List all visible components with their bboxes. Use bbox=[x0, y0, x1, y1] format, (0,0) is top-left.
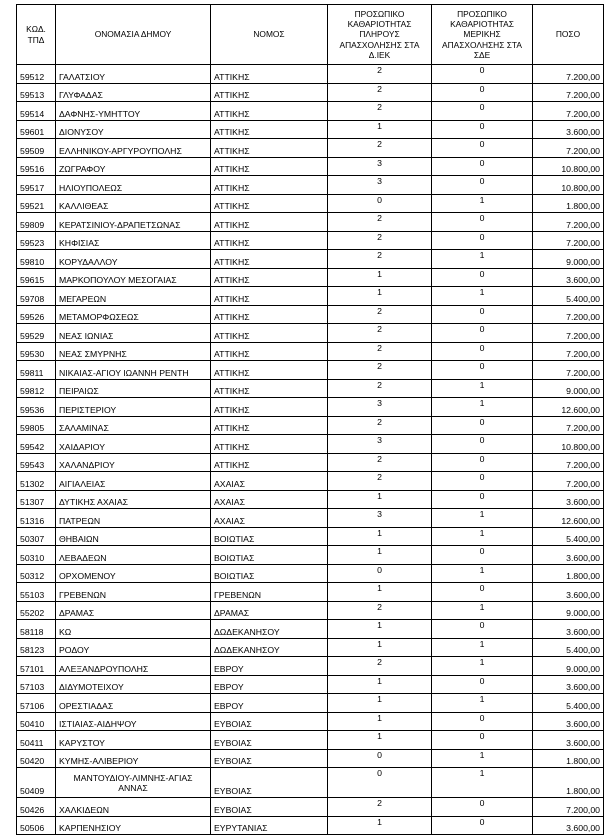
cell-full-time-staff: 2 bbox=[328, 102, 432, 121]
table-row bbox=[17, 231, 604, 250]
cell-amount: 7.200,00 bbox=[533, 361, 604, 380]
cell-code: 50506 bbox=[17, 816, 56, 835]
cell-part-time-staff: 0 bbox=[432, 416, 533, 435]
table-row bbox=[17, 816, 604, 835]
cell-municipality-name: ΜΕΤΑΜΟΡΦΩΣΕΩΣ bbox=[56, 305, 211, 324]
cell-code: 57101 bbox=[17, 657, 56, 676]
cell-municipality-name: ΚΥΜΗΣ-ΑΛΙΒΕΡΙΟΥ bbox=[56, 749, 211, 768]
cell-municipality-name: ΠΕΡΙΣΤΕΡΙΟΥ bbox=[56, 398, 211, 417]
table-row bbox=[17, 453, 604, 472]
cell-prefecture: ΑΤΤΙΚΗΣ bbox=[211, 361, 328, 380]
cell-full-time-staff: 2 bbox=[328, 416, 432, 435]
cell-municipality-name: ΓΛΥΦΑΔΑΣ bbox=[56, 83, 211, 102]
header-code: ΚΩΔ. ΤΠΔ bbox=[17, 5, 56, 65]
table-row bbox=[17, 509, 604, 528]
cell-full-time-staff: 1 bbox=[328, 620, 432, 639]
cell-prefecture: ΑΤΤΙΚΗΣ bbox=[211, 435, 328, 454]
cell-municipality-name: ΧΑΛΚΙΔΕΩΝ bbox=[56, 798, 211, 817]
cell-full-time-staff: 0 bbox=[328, 564, 432, 583]
cell-prefecture: ΑΧΑΙΑΣ bbox=[211, 509, 328, 528]
cell-prefecture: ΔΡΑΜΑΣ bbox=[211, 601, 328, 620]
cell-code: 51316 bbox=[17, 509, 56, 528]
cell-prefecture: ΑΤΤΙΚΗΣ bbox=[211, 139, 328, 158]
cell-amount: 7.200,00 bbox=[533, 102, 604, 121]
cell-amount: 10.800,00 bbox=[533, 176, 604, 195]
cell-municipality-name: ΛΕΒΑΔΕΩΝ bbox=[56, 546, 211, 565]
cell-full-time-staff: 2 bbox=[328, 250, 432, 269]
cell-part-time-staff: 0 bbox=[432, 361, 533, 380]
cell-amount: 3.600,00 bbox=[533, 120, 604, 139]
cell-full-time-staff: 1 bbox=[328, 120, 432, 139]
cell-prefecture: ΕΥΒΟΙΑΣ bbox=[211, 712, 328, 731]
cell-full-time-staff: 1 bbox=[328, 712, 432, 731]
cell-municipality-name: ΠΕΙΡΑΙΩΣ bbox=[56, 379, 211, 398]
cell-full-time-staff: 3 bbox=[328, 176, 432, 195]
table-row bbox=[17, 361, 604, 380]
cell-amount: 3.600,00 bbox=[533, 675, 604, 694]
cell-code: 59516 bbox=[17, 157, 56, 176]
cell-full-time-staff: 1 bbox=[328, 675, 432, 694]
cell-code: 50307 bbox=[17, 527, 56, 546]
cell-prefecture: ΑΧΑΙΑΣ bbox=[211, 472, 328, 491]
cell-part-time-staff: 0 bbox=[432, 305, 533, 324]
header-municipality-name: ΟΝΟΜΑΣΙΑ ΔΗΜΟΥ bbox=[56, 5, 211, 65]
cell-code: 50310 bbox=[17, 546, 56, 565]
cell-amount: 3.600,00 bbox=[533, 816, 604, 835]
cell-part-time-staff: 0 bbox=[432, 231, 533, 250]
cell-code: 51302 bbox=[17, 472, 56, 491]
cell-part-time-staff: 1 bbox=[432, 527, 533, 546]
cell-part-time-staff: 0 bbox=[432, 342, 533, 361]
table-row bbox=[17, 620, 604, 639]
cell-part-time-staff: 0 bbox=[432, 120, 533, 139]
cell-code: 59513 bbox=[17, 83, 56, 102]
cell-full-time-staff: 2 bbox=[328, 798, 432, 817]
cell-code: 59809 bbox=[17, 213, 56, 232]
cell-part-time-staff: 0 bbox=[432, 453, 533, 472]
cell-code: 59812 bbox=[17, 379, 56, 398]
cell-part-time-staff: 1 bbox=[432, 601, 533, 620]
cell-part-time-staff: 0 bbox=[432, 157, 533, 176]
cell-municipality-name: ΓΡΕΒΕΝΩΝ bbox=[56, 583, 211, 602]
cell-municipality-name: ΔΡΑΜΑΣ bbox=[56, 601, 211, 620]
cell-part-time-staff: 0 bbox=[432, 324, 533, 343]
cell-full-time-staff: 1 bbox=[328, 287, 432, 306]
cell-amount: 12.600,00 bbox=[533, 509, 604, 528]
cell-municipality-name: ΜΑΡΚΟΠΟΥΛΟΥ ΜΕΣΟΓΑΙΑΣ bbox=[56, 268, 211, 287]
cell-prefecture: ΑΤΤΙΚΗΣ bbox=[211, 157, 328, 176]
cell-municipality-name: ΣΑΛΑΜΙΝΑΣ bbox=[56, 416, 211, 435]
cell-full-time-staff: 2 bbox=[328, 342, 432, 361]
cell-prefecture: ΑΤΤΙΚΗΣ bbox=[211, 324, 328, 343]
cell-code: 50410 bbox=[17, 712, 56, 731]
cell-municipality-name: ΖΩΓΡΑΦΟΥ bbox=[56, 157, 211, 176]
cell-amount: 7.200,00 bbox=[533, 798, 604, 817]
cell-municipality-name: ΑΛΕΞΑΝΔΡΟΥΠΟΛΗΣ bbox=[56, 657, 211, 676]
table-header-row bbox=[17, 5, 604, 65]
cell-prefecture: ΕΒΡΟΥ bbox=[211, 657, 328, 676]
cell-municipality-name: ΝΕΑΣ ΣΜΥΡΝΗΣ bbox=[56, 342, 211, 361]
cell-code: 59529 bbox=[17, 324, 56, 343]
table-row bbox=[17, 157, 604, 176]
cell-code: 59526 bbox=[17, 305, 56, 324]
table-row bbox=[17, 564, 604, 583]
cell-amount: 3.600,00 bbox=[533, 731, 604, 750]
table-row bbox=[17, 139, 604, 158]
cell-amount: 3.600,00 bbox=[533, 712, 604, 731]
cell-full-time-staff: 2 bbox=[328, 453, 432, 472]
cell-part-time-staff: 1 bbox=[432, 398, 533, 417]
cell-amount: 7.200,00 bbox=[533, 472, 604, 491]
cell-municipality-name: ΗΛΙΟΥΠΟΛΕΩΣ bbox=[56, 176, 211, 195]
cell-part-time-staff: 0 bbox=[432, 620, 533, 639]
cell-part-time-staff: 1 bbox=[432, 694, 533, 713]
cell-prefecture: ΑΤΤΙΚΗΣ bbox=[211, 102, 328, 121]
cell-code: 50409 bbox=[17, 768, 56, 798]
cell-municipality-name: ΙΣΤΙΑΙΑΣ-ΑΙΔΗΨΟΥ bbox=[56, 712, 211, 731]
cell-code: 50411 bbox=[17, 731, 56, 750]
table-row bbox=[17, 305, 604, 324]
cell-municipality-name: ΧΑΛΑΝΔΡΙΟΥ bbox=[56, 453, 211, 472]
table-row bbox=[17, 398, 604, 417]
cell-municipality-name: ΟΡΧΟΜΕΝΟΥ bbox=[56, 564, 211, 583]
cell-prefecture: ΒΟΙΩΤΙΑΣ bbox=[211, 564, 328, 583]
header-prefecture: ΝΟΜΟΣ bbox=[211, 5, 328, 65]
cell-prefecture: ΑΤΤΙΚΗΣ bbox=[211, 65, 328, 84]
cell-prefecture: ΕΥΒΟΙΑΣ bbox=[211, 768, 328, 798]
cell-municipality-name: ΚΗΦΙΣΙΑΣ bbox=[56, 231, 211, 250]
cell-amount: 3.600,00 bbox=[533, 490, 604, 509]
cell-prefecture: ΑΤΤΙΚΗΣ bbox=[211, 398, 328, 417]
table-row bbox=[17, 712, 604, 731]
cell-part-time-staff: 0 bbox=[432, 213, 533, 232]
cell-full-time-staff: 2 bbox=[328, 657, 432, 676]
cell-municipality-name: ΚΑΛΛΙΘΕΑΣ bbox=[56, 194, 211, 213]
cell-code: 59536 bbox=[17, 398, 56, 417]
cell-code: 59521 bbox=[17, 194, 56, 213]
cell-municipality-name: ΡΟΔΟΥ bbox=[56, 638, 211, 657]
cell-prefecture: ΑΤΤΙΚΗΣ bbox=[211, 176, 328, 195]
cell-amount: 1.800,00 bbox=[533, 564, 604, 583]
cell-prefecture: ΑΤΤΙΚΗΣ bbox=[211, 342, 328, 361]
cell-prefecture: ΑΤΤΙΚΗΣ bbox=[211, 213, 328, 232]
header-part-time-staff: ΠΡΟΣΩΠΙΚΟ ΚΑΘΑΡΙΟΤΗΤΑΣ ΜΕΡΙΚΗΣ ΑΠΑΣΧΟΛΗΣΗΣ ΣΤΑ ΣΔΕ bbox=[432, 5, 533, 65]
cell-code: 50420 bbox=[17, 749, 56, 768]
cell-full-time-staff: 3 bbox=[328, 398, 432, 417]
cell-prefecture: ΑΤΤΙΚΗΣ bbox=[211, 250, 328, 269]
table-row bbox=[17, 490, 604, 509]
cell-code: 59543 bbox=[17, 453, 56, 472]
cell-full-time-staff: 0 bbox=[328, 768, 432, 798]
cell-part-time-staff: 0 bbox=[432, 731, 533, 750]
cell-municipality-name: ΔΙΔΥΜΟΤΕΙΧΟΥ bbox=[56, 675, 211, 694]
cell-full-time-staff: 2 bbox=[328, 472, 432, 491]
cell-part-time-staff: 0 bbox=[432, 176, 533, 195]
cell-amount: 7.200,00 bbox=[533, 83, 604, 102]
cell-prefecture: ΔΩΔΕΚΑΝΗΣΟΥ bbox=[211, 620, 328, 639]
cell-prefecture: ΕΥΒΟΙΑΣ bbox=[211, 731, 328, 750]
cell-amount: 3.600,00 bbox=[533, 268, 604, 287]
cell-full-time-staff: 2 bbox=[328, 65, 432, 84]
document-page bbox=[16, 4, 600, 835]
cell-municipality-name: ΕΛΛΗΝΙΚΟΥ-ΑΡΓΥΡΟΥΠΟΛΗΣ bbox=[56, 139, 211, 158]
cell-amount: 7.200,00 bbox=[533, 231, 604, 250]
table-row bbox=[17, 435, 604, 454]
cell-part-time-staff: 1 bbox=[432, 657, 533, 676]
cell-municipality-name: ΔΑΦΝΗΣ-ΥΜΗΤΤΟΥ bbox=[56, 102, 211, 121]
cell-full-time-staff: 2 bbox=[328, 305, 432, 324]
cell-full-time-staff: 1 bbox=[328, 694, 432, 713]
cell-amount: 7.200,00 bbox=[533, 416, 604, 435]
cell-part-time-staff: 0 bbox=[432, 712, 533, 731]
cell-municipality-name: ΜΑΝΤΟΥΔΙΟΥ-ΛΙΜΝΗΣ-ΑΓΙΑΣ ΑΝΝΑΣ bbox=[56, 768, 211, 798]
cell-prefecture: ΕΥΒΟΙΑΣ bbox=[211, 749, 328, 768]
table-row bbox=[17, 416, 604, 435]
cell-municipality-name: ΑΙΓΙΑΛΕΙΑΣ bbox=[56, 472, 211, 491]
cell-amount: 3.600,00 bbox=[533, 583, 604, 602]
cell-municipality-name: ΚΩ bbox=[56, 620, 211, 639]
cell-municipality-name: ΚΕΡΑΤΣΙΝΙΟΥ-ΔΡΑΠΕΤΣΩΝΑΣ bbox=[56, 213, 211, 232]
cell-prefecture: ΑΤΤΙΚΗΣ bbox=[211, 83, 328, 102]
cell-prefecture: ΑΤΤΙΚΗΣ bbox=[211, 453, 328, 472]
cell-prefecture: ΑΤΤΙΚΗΣ bbox=[211, 305, 328, 324]
table-row bbox=[17, 194, 604, 213]
cell-full-time-staff: 1 bbox=[328, 546, 432, 565]
cell-amount: 1.800,00 bbox=[533, 768, 604, 798]
cell-part-time-staff: 0 bbox=[432, 268, 533, 287]
cell-amount: 7.200,00 bbox=[533, 139, 604, 158]
cell-prefecture: ΑΤΤΙΚΗΣ bbox=[211, 231, 328, 250]
cell-amount: 9.000,00 bbox=[533, 601, 604, 620]
cell-amount: 10.800,00 bbox=[533, 435, 604, 454]
cell-code: 59542 bbox=[17, 435, 56, 454]
cell-prefecture: ΕΥΒΟΙΑΣ bbox=[211, 798, 328, 817]
cell-municipality-name: ΝΕΑΣ ΙΩΝΙΑΣ bbox=[56, 324, 211, 343]
cell-code: 59810 bbox=[17, 250, 56, 269]
cell-amount: 3.600,00 bbox=[533, 546, 604, 565]
cell-municipality-name: ΓΑΛΑΤΣΙΟΥ bbox=[56, 65, 211, 84]
cell-full-time-staff: 2 bbox=[328, 324, 432, 343]
cell-prefecture: ΑΤΤΙΚΗΣ bbox=[211, 120, 328, 139]
cell-prefecture: ΒΟΙΩΤΙΑΣ bbox=[211, 546, 328, 565]
cell-part-time-staff: 0 bbox=[432, 490, 533, 509]
cell-code: 58118 bbox=[17, 620, 56, 639]
table-row bbox=[17, 120, 604, 139]
cell-amount: 12.600,00 bbox=[533, 398, 604, 417]
cell-full-time-staff: 2 bbox=[328, 213, 432, 232]
table-row bbox=[17, 250, 604, 269]
cell-full-time-staff: 1 bbox=[328, 268, 432, 287]
cell-code: 59512 bbox=[17, 65, 56, 84]
table-row bbox=[17, 213, 604, 232]
cell-amount: 7.200,00 bbox=[533, 453, 604, 472]
cell-prefecture: ΕΒΡΟΥ bbox=[211, 675, 328, 694]
table-row bbox=[17, 342, 604, 361]
cell-code: 59615 bbox=[17, 268, 56, 287]
cell-amount: 7.200,00 bbox=[533, 213, 604, 232]
table-row bbox=[17, 768, 604, 798]
cell-code: 59811 bbox=[17, 361, 56, 380]
cell-part-time-staff: 0 bbox=[432, 816, 533, 835]
table-row bbox=[17, 287, 604, 306]
cell-part-time-staff: 1 bbox=[432, 194, 533, 213]
cell-amount: 5.400,00 bbox=[533, 287, 604, 306]
cell-municipality-name: ΚΑΡΠΕΝΗΣΙΟΥ bbox=[56, 816, 211, 835]
cell-full-time-staff: 1 bbox=[328, 638, 432, 657]
cell-municipality-name: ΘΗΒΑΙΩΝ bbox=[56, 527, 211, 546]
cell-full-time-staff: 1 bbox=[328, 731, 432, 750]
municipalities-table bbox=[16, 4, 604, 835]
cell-part-time-staff: 1 bbox=[432, 509, 533, 528]
cell-full-time-staff: 2 bbox=[328, 83, 432, 102]
cell-code: 59708 bbox=[17, 287, 56, 306]
cell-amount: 5.400,00 bbox=[533, 638, 604, 657]
table-row bbox=[17, 675, 604, 694]
table-row bbox=[17, 749, 604, 768]
cell-amount: 7.200,00 bbox=[533, 65, 604, 84]
cell-prefecture: ΑΤΤΙΚΗΣ bbox=[211, 416, 328, 435]
cell-amount: 10.800,00 bbox=[533, 157, 604, 176]
cell-prefecture: ΑΤΤΙΚΗΣ bbox=[211, 194, 328, 213]
cell-full-time-staff: 0 bbox=[328, 194, 432, 213]
cell-full-time-staff: 3 bbox=[328, 435, 432, 454]
cell-part-time-staff: 1 bbox=[432, 768, 533, 798]
cell-full-time-staff: 3 bbox=[328, 157, 432, 176]
cell-code: 59601 bbox=[17, 120, 56, 139]
cell-amount: 7.200,00 bbox=[533, 342, 604, 361]
cell-part-time-staff: 0 bbox=[432, 675, 533, 694]
cell-amount: 1.800,00 bbox=[533, 194, 604, 213]
cell-prefecture: ΒΟΙΩΤΙΑΣ bbox=[211, 527, 328, 546]
cell-full-time-staff: 2 bbox=[328, 231, 432, 250]
cell-municipality-name: ΔΙΟΝΥΣΟΥ bbox=[56, 120, 211, 139]
cell-full-time-staff: 1 bbox=[328, 527, 432, 546]
cell-code: 57106 bbox=[17, 694, 56, 713]
table-row bbox=[17, 65, 604, 84]
cell-part-time-staff: 0 bbox=[432, 798, 533, 817]
cell-amount: 9.000,00 bbox=[533, 379, 604, 398]
cell-part-time-staff: 1 bbox=[432, 287, 533, 306]
cell-municipality-name: ΧΑΙΔΑΡΙΟΥ bbox=[56, 435, 211, 454]
cell-part-time-staff: 1 bbox=[432, 638, 533, 657]
cell-code: 59805 bbox=[17, 416, 56, 435]
cell-municipality-name: ΟΡΕΣΤΙΑΔΑΣ bbox=[56, 694, 211, 713]
cell-full-time-staff: 2 bbox=[328, 601, 432, 620]
cell-part-time-staff: 0 bbox=[432, 102, 533, 121]
cell-prefecture: ΑΤΤΙΚΗΣ bbox=[211, 287, 328, 306]
cell-full-time-staff: 3 bbox=[328, 509, 432, 528]
cell-full-time-staff: 2 bbox=[328, 379, 432, 398]
cell-prefecture: ΑΤΤΙΚΗΣ bbox=[211, 268, 328, 287]
cell-code: 59523 bbox=[17, 231, 56, 250]
cell-part-time-staff: 0 bbox=[432, 139, 533, 158]
cell-full-time-staff: 0 bbox=[328, 749, 432, 768]
cell-municipality-name: ΔΥΤΙΚΗΣ ΑΧΑΙΑΣ bbox=[56, 490, 211, 509]
cell-amount: 1.800,00 bbox=[533, 749, 604, 768]
cell-code: 50312 bbox=[17, 564, 56, 583]
cell-prefecture: ΓΡΕΒΕΝΩΝ bbox=[211, 583, 328, 602]
cell-full-time-staff: 1 bbox=[328, 490, 432, 509]
cell-part-time-staff: 0 bbox=[432, 65, 533, 84]
table-row bbox=[17, 601, 604, 620]
table-row bbox=[17, 546, 604, 565]
cell-code: 59509 bbox=[17, 139, 56, 158]
cell-code: 59514 bbox=[17, 102, 56, 121]
cell-code: 57103 bbox=[17, 675, 56, 694]
cell-municipality-name: ΚΟΡΥΔΑΛΛΟΥ bbox=[56, 250, 211, 269]
table-row bbox=[17, 83, 604, 102]
cell-part-time-staff: 1 bbox=[432, 379, 533, 398]
cell-part-time-staff: 0 bbox=[432, 472, 533, 491]
cell-amount: 7.200,00 bbox=[533, 305, 604, 324]
cell-code: 50426 bbox=[17, 798, 56, 817]
table-row bbox=[17, 472, 604, 491]
cell-full-time-staff: 1 bbox=[328, 583, 432, 602]
cell-part-time-staff: 0 bbox=[432, 546, 533, 565]
cell-municipality-name: ΠΑΤΡΕΩΝ bbox=[56, 509, 211, 528]
cell-municipality-name: ΜΕΓΑΡΕΩΝ bbox=[56, 287, 211, 306]
table-row bbox=[17, 176, 604, 195]
cell-code: 59517 bbox=[17, 176, 56, 195]
table-row bbox=[17, 324, 604, 343]
cell-amount: 5.400,00 bbox=[533, 694, 604, 713]
cell-part-time-staff: 1 bbox=[432, 564, 533, 583]
cell-amount: 9.000,00 bbox=[533, 657, 604, 676]
cell-code: 51307 bbox=[17, 490, 56, 509]
cell-full-time-staff: 1 bbox=[328, 816, 432, 835]
cell-prefecture: ΑΧΑΙΑΣ bbox=[211, 490, 328, 509]
cell-prefecture: ΑΤΤΙΚΗΣ bbox=[211, 379, 328, 398]
table-row bbox=[17, 268, 604, 287]
cell-part-time-staff: 1 bbox=[432, 250, 533, 269]
cell-part-time-staff: 0 bbox=[432, 583, 533, 602]
cell-part-time-staff: 1 bbox=[432, 749, 533, 768]
table-row bbox=[17, 638, 604, 657]
cell-amount: 9.000,00 bbox=[533, 250, 604, 269]
cell-prefecture: ΕΒΡΟΥ bbox=[211, 694, 328, 713]
table-row bbox=[17, 731, 604, 750]
cell-code: 55103 bbox=[17, 583, 56, 602]
cell-amount: 3.600,00 bbox=[533, 620, 604, 639]
table-row bbox=[17, 527, 604, 546]
cell-full-time-staff: 2 bbox=[328, 139, 432, 158]
cell-code: 58123 bbox=[17, 638, 56, 657]
table-row bbox=[17, 694, 604, 713]
header-full-time-staff: ΠΡΟΣΩΠΙΚΟ ΚΑΘΑΡΙΟΤΗΤΑΣ ΠΛΗΡΟΥΣ ΑΠΑΣΧΟΛΗΣΗΣ ΣΤΑ Δ.ΙΕΚ bbox=[328, 5, 432, 65]
cell-amount: 7.200,00 bbox=[533, 324, 604, 343]
cell-full-time-staff: 2 bbox=[328, 361, 432, 380]
cell-part-time-staff: 0 bbox=[432, 435, 533, 454]
cell-municipality-name: ΚΑΡΥΣΤΟΥ bbox=[56, 731, 211, 750]
cell-code: 55202 bbox=[17, 601, 56, 620]
table-row bbox=[17, 102, 604, 121]
cell-prefecture: ΔΩΔΕΚΑΝΗΣΟΥ bbox=[211, 638, 328, 657]
table-row bbox=[17, 379, 604, 398]
cell-code: 59530 bbox=[17, 342, 56, 361]
table-row bbox=[17, 657, 604, 676]
table-row bbox=[17, 583, 604, 602]
table-row bbox=[17, 798, 604, 817]
cell-part-time-staff: 0 bbox=[432, 83, 533, 102]
header-amount: ΠΟΣΟ bbox=[533, 5, 604, 65]
cell-amount: 5.400,00 bbox=[533, 527, 604, 546]
cell-municipality-name: ΝΙΚΑΙΑΣ-ΑΓΙΟΥ ΙΩΑΝΝΗ ΡΕΝΤΗ bbox=[56, 361, 211, 380]
cell-prefecture: ΕΥΡΥΤΑΝΙΑΣ bbox=[211, 816, 328, 835]
